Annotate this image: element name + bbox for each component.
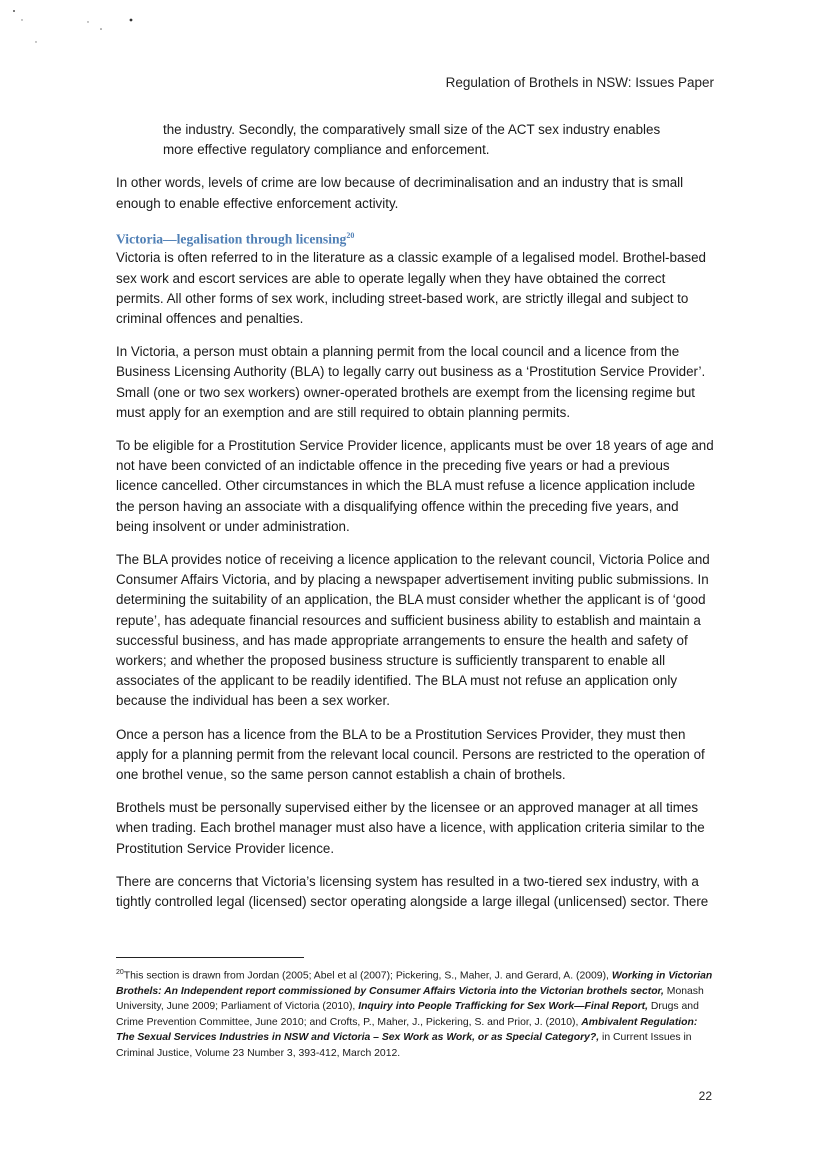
speck <box>13 10 15 12</box>
scan-specks <box>0 0 160 60</box>
footnote-title: Inquiry into People Trafficking for Sex Work—Final Report, <box>358 1001 649 1013</box>
footnote-marker: 20 <box>116 969 124 976</box>
footnote-title: Working in Victorian Brothels: An Independent report commissioned by Consumer Affairs Victoria into the Victorian brothels sector, <box>116 970 713 997</box>
paragraph-other-words: In other words, levels of crime are low because of decriminalisation and an industry that is small enough to enable effective enforcement activity. <box>116 175 684 211</box>
speck <box>100 28 102 30</box>
paragraph-once-licensed: Once a person has a licence from the BLA to be a Prostitution Services Provider, they must then apply for a planning permit from the relevant local council. Persons are restricted to the operation of one brothel venue, so the same person cannot establish a chain of brothels. <box>116 726 705 783</box>
speck <box>35 41 36 42</box>
paragraph-concerns: There are concerns that Victoria’s licensing system has resulted in a two-tiered sex industry, with a tightly controlled legal (licensed) sector operating alongside a large illegal (unlicensed) sector. There <box>116 873 709 910</box>
footnote-text: Monash University, June 2009; Parliament of Victoria (2010), <box>116 985 704 1013</box>
running-header: Regulation of Brothels in NSW: Issues Paper <box>445 75 714 90</box>
body-text <box>116 120 714 925</box>
paragraph-supervision: Brothels must be personally supervised either by the licensee or an approved manager at all times when trading. Each brothel manager must also have a licence, with application criteria similar to the Prostitution Service Provider licence. <box>116 800 705 856</box>
footnote-divider <box>116 957 304 958</box>
speck <box>130 19 133 22</box>
speck <box>87 21 88 22</box>
footnote-20 <box>116 965 716 1061</box>
continued-quote: the industry. Secondly, the comparatively small size of the ACT sex industry enables more effective regulatory compliance and enforcement. <box>163 122 661 158</box>
page-number: 22 <box>698 1089 712 1103</box>
paragraph-victoria-intro: Victoria is often referred to in the literature as a classic example of a legalised model. Brothel-based sex work and escort services are able to operate legally when they have obtained the correct permits. All other forms of sex work, including street-based work, are strictly illegal and subject to criminal offences and penalties. <box>116 250 706 326</box>
speck <box>21 19 22 20</box>
footnote-text: in Current Issues in Criminal Justice, Volume 23 Number 3, 393-412, March 2012. <box>116 1032 692 1059</box>
section-heading-victoria <box>116 227 714 249</box>
paragraph-planning-permit: In Victoria, a person must obtain a planning permit from the local council and a licence from the Business Licensing Authority (BLA) to legally carry out business as a ‘Prostitution Service Provider’. Small (one or two sex workers) owner-operated brothels are exempt from the licensing regime but must apply for an exemption and are still required to obtain planning permits. <box>116 344 706 420</box>
footnote-text: Drugs and Crime Prevention Committee, June 2010; and Crofts, P., Maher, J., Pickering, S. and Prior, J. (2010), <box>116 1001 699 1028</box>
footnote-text: This section is drawn from Jordan (2005; Abel et al (2007); Pickering, S., Maher, J. and Gerard, A. (2009), <box>123 970 612 982</box>
paragraph-eligibility: To be eligible for a Prostitution Service Provider licence, applicants must be over 18 years of age and not have been convicted of an indictable offence in the preceding five years or had a previous licence cancelled. Other circumstances in which the BLA must refuse a licence application include the person having an associate with a disqualifying offence within the preceding five years, and being insolvent or under administration. <box>116 437 714 534</box>
section-heading-text: Victoria—legalisation through licensing <box>116 231 347 247</box>
footnote-title: Ambivalent Regulation: The Sexual Services Industries in NSW and Victoria – Sex Work as Work, or as Special Category?, <box>116 1016 698 1044</box>
paragraph-bla-notice: The BLA provides notice of receiving a licence application to the relevant council, Victoria Police and Consumer Affairs Victoria, and by placing a newspaper advertisement inviting public submissions. In determining the suitability of an application, the BLA must consider whether the applicant is of ‘good repute’, has adequate financial resources and sufficient business ability to establish and maintain a successful business, and has made appropriate arrangements to ensure the health and safety of workers; and whether the proposed business structure is sufficiently transparent to enable all associates of the applicant to be readily identified. The BLA must not refuse an application only because the individual has been a sex worker. <box>116 551 710 709</box>
footnote-ref: 20 <box>346 230 355 240</box>
